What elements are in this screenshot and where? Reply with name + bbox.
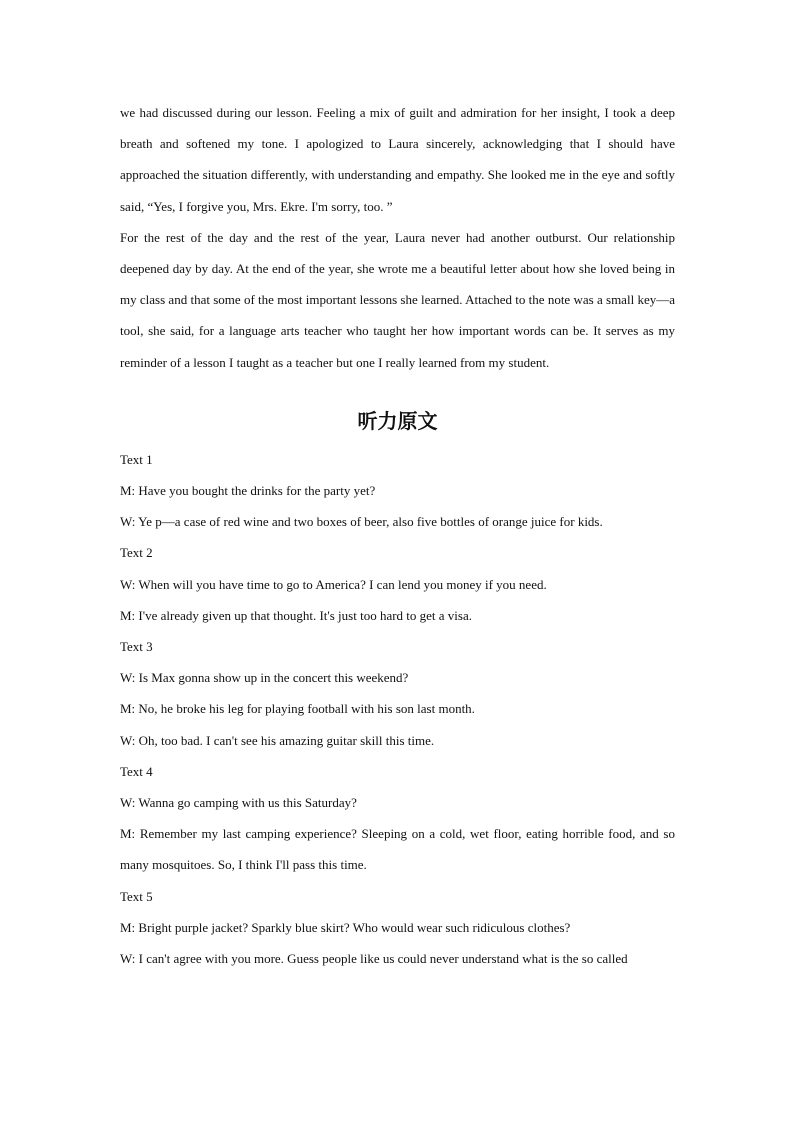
transcript-line: M: Bright purple jacket? Sparkly blue skirt? Who would wear such ridiculous clothes? (120, 919, 571, 935)
transcript-line: M: Have you bought the drinks for the party yet? (120, 483, 376, 499)
transcript-label-text-3: Text 3 (120, 639, 153, 655)
transcript-line: M: Remember my last camping experience? Sleeping on a cold, wet floor, eating horrible food, and so many mosquitoes. So, I think I'll pass this time. (120, 826, 675, 873)
transcript-line: M: No, he broke his leg for playing football with his son last month. (120, 701, 475, 717)
page-content (120, 97, 675, 974)
transcript-label-text-5: Text 5 (120, 888, 153, 904)
story-paragraph-2: For the rest of the day and the rest of the year, Laura never had another outburst. Our relationship deepened day by day. At the end of the year, she wrote me a beautiful letter about how she loved being in my class and that some of the most important lessons she learned. Attached to the note was a small key—a tool, she said, for a language arts teacher who taught her how important words can be. It serves as my reminder of a lesson I taught as a teacher but one I really learned from my student. (120, 229, 675, 370)
transcript-line: W: When will you have time to go to America? I can lend you money if you need. (120, 576, 547, 592)
transcript-label-text-2: Text 2 (120, 545, 153, 561)
transcript-line: W: Oh, too bad. I can't see his amazing guitar skill this time. (120, 732, 435, 748)
transcript-line: M: I've already given up that thought. It's just too hard to get a visa. (120, 607, 473, 623)
transcript-line: W: I can't agree with you more. Guess people like us could never understand what is the so called (120, 951, 628, 967)
transcript-label-text-4: Text 4 (120, 763, 153, 779)
section-title: 听力原文 (357, 408, 438, 433)
section-spacer (120, 378, 675, 404)
transcript-label-text-1: Text 1 (120, 451, 153, 467)
story-paragraph-1: we had discussed during our lesson. Feeling a mix of guilt and admiration for her insight, I took a deep breath and softened my tone. I apologized to Laura sincerely, acknowledging that I should have approached the situation differently, with understanding and empathy. She looked me in the eye and softly said, “Yes, I forgive you, Mrs. Ekre. I'm sorry, too. ” (120, 105, 675, 214)
transcript-line: W: Wanna go camping with us this Saturday? (120, 795, 357, 811)
transcript (120, 444, 675, 974)
transcript-line: W: Is Max gonna show up in the concert this weekend? (120, 670, 409, 686)
transcript-line: W: Ye p—a case of red wine and two boxes of beer, also five bottles of orange juice for kids. (120, 514, 603, 530)
